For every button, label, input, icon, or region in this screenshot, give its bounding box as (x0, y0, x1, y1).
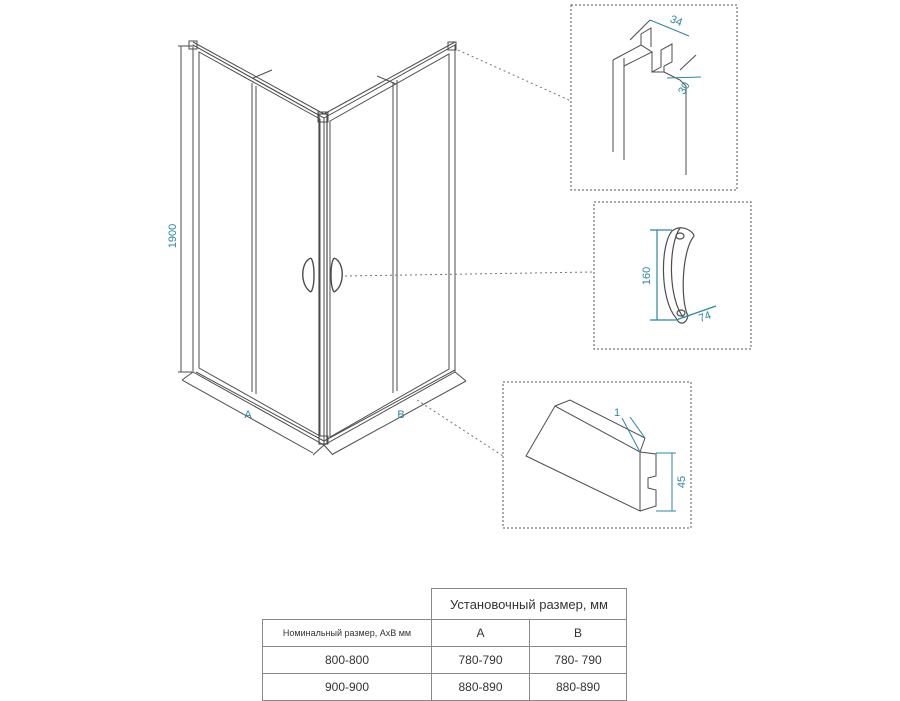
table-corner (263, 589, 432, 620)
panel-b (324, 42, 455, 445)
column-a-header: A (432, 620, 530, 647)
handle-detail-frame (594, 202, 751, 349)
column-b-header: B (530, 620, 627, 647)
door-handles (303, 258, 343, 292)
row-b-value: 780- 790 (530, 647, 627, 674)
seal-detail (526, 400, 676, 511)
row-a-value: 780-790 (432, 647, 530, 674)
size-table (262, 588, 627, 701)
row-b-value: 880-890 (530, 674, 627, 701)
seal-height-label: 45 (676, 475, 688, 489)
installation-size-header: Установочный размер, мм (432, 589, 627, 620)
height-dimension (178, 46, 192, 372)
handle-depth-label: 74 (697, 309, 713, 325)
leader-lines (345, 50, 594, 456)
row-a-value: 880-890 (432, 674, 530, 701)
dimension-a-line (182, 372, 324, 455)
height-label: 1900 (167, 223, 179, 249)
row-size: 900-900 (263, 674, 432, 701)
dimension-a-label: A (244, 409, 252, 421)
handle-height-label: 160 (641, 266, 653, 286)
table-row (263, 647, 627, 674)
profile-depth-label: 34 (668, 13, 685, 30)
handle-detail (650, 228, 716, 323)
profile-detail (613, 20, 701, 175)
profile-width-label: 30 (676, 80, 693, 97)
seal-detail-frame (503, 382, 691, 528)
dimension-b-label: B (397, 409, 405, 421)
panel-a (193, 42, 324, 445)
nominal-size-header: Номинальный размер, AxB мм (263, 620, 432, 647)
dimension-b-line (324, 372, 466, 455)
table-row (263, 674, 627, 701)
seal-thickness-label: 1 (613, 407, 621, 419)
profile-detail-frame (571, 5, 737, 190)
row-size: 800-800 (263, 647, 432, 674)
